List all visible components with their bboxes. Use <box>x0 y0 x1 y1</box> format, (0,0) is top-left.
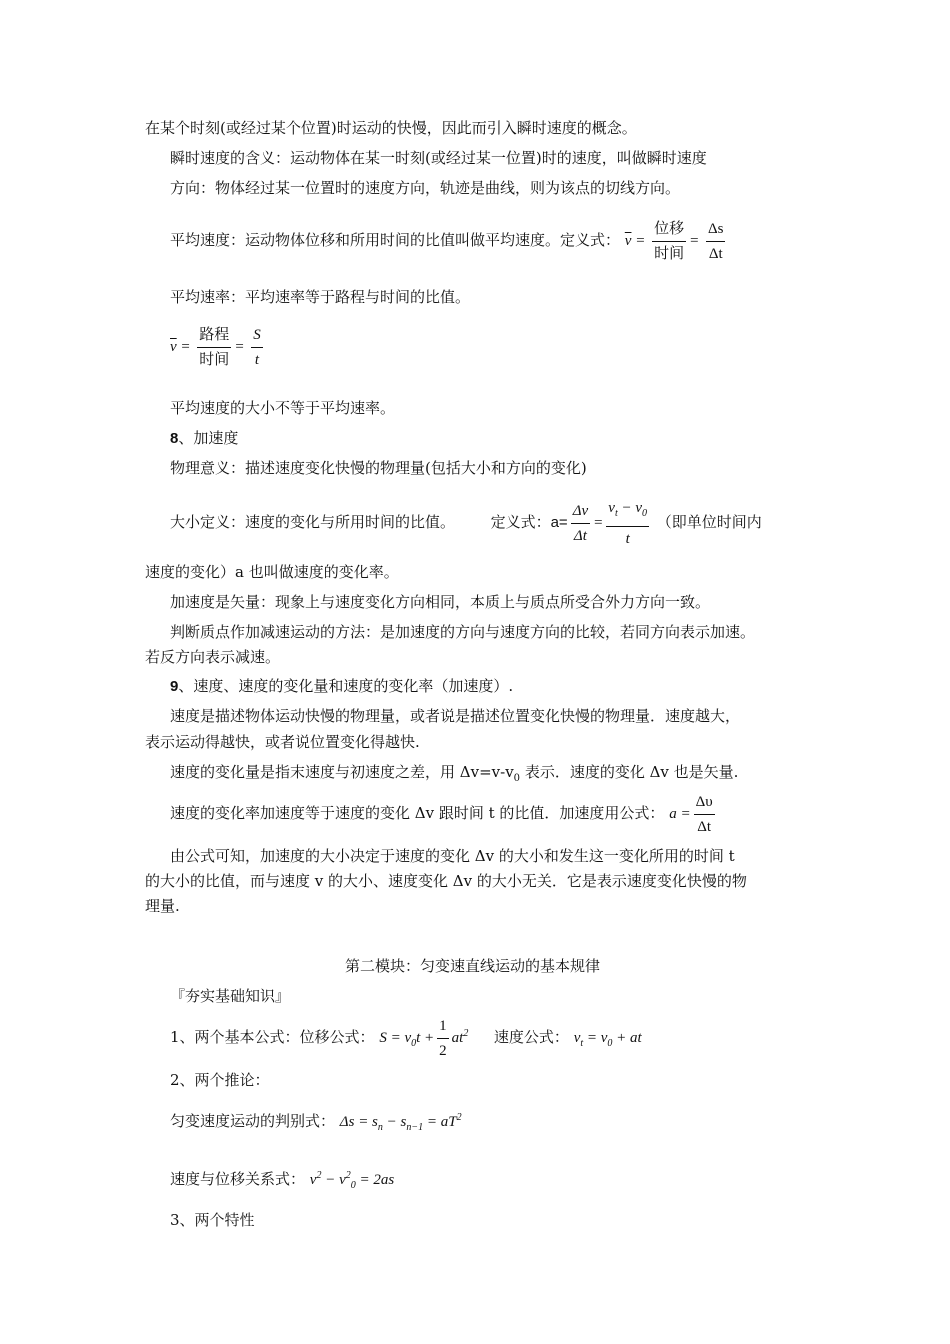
text-line <box>170 762 738 789</box>
numerator-part: − v <box>617 500 643 516</box>
fraction-numerator: 路程 <box>197 325 231 348</box>
text-line: 理量. <box>145 897 180 915</box>
section-heading-9 <box>170 676 513 697</box>
fraction-denominator: Δt <box>573 528 587 544</box>
fraction-numerator: 位移 <box>652 219 686 242</box>
text-part: 速度的变化量是指末速度与初速度之差，用 Δv=v-v <box>170 763 514 781</box>
formula-part: Δs = s <box>339 1114 378 1130</box>
subscript: n−1 <box>406 1122 424 1133</box>
discriminant-line <box>170 1108 462 1138</box>
text-line: 判断质点作加减速运动的方法：是加速度的方向与速度方向的比较，若同方向表示加速。 <box>170 623 756 641</box>
text-line: 在某个时刻(或经过某个位置)时运动的快慢，因此而引入瞬时速度的概念。 <box>145 119 637 137</box>
subscript: 0 <box>513 773 521 784</box>
superscript: 2 <box>463 1028 469 1039</box>
velocity-formula-label: 速度公式： <box>493 1028 569 1046</box>
text-line: 瞬时速度的含义：运动物体在某一时刻(或经过某一位置)时的速度，叫做瞬时速度 <box>170 149 707 167</box>
text-line: 3、两个特性 <box>170 1211 255 1229</box>
formula-lhs: $\overline{v}$ <box>170 338 177 355</box>
velocity-formula <box>573 1030 642 1049</box>
section-title: 第二模块：匀变速直线运动的基本规律 <box>345 957 601 975</box>
text-line: 物理意义：描述速度变化快慢的物理量(包括大小和方向的变化) <box>170 459 587 477</box>
formula-part: at <box>451 1030 464 1046</box>
numerator-part: v <box>608 500 615 516</box>
superscript: 2 <box>456 1112 462 1123</box>
subscript: t <box>580 1038 584 1049</box>
subscript: 0 <box>350 1180 356 1191</box>
subscript: n <box>377 1122 383 1133</box>
formula-part: t + <box>416 1030 435 1046</box>
accel-definition-tail: （即单位时间内 <box>656 512 762 531</box>
fraction-denominator: Δt <box>697 819 712 836</box>
superscript: 2 <box>345 1170 351 1181</box>
formula-part: + at <box>612 1030 642 1046</box>
heading-text: 、速度、速度的变化量和速度的变化率（加速度）. <box>178 677 514 695</box>
text-line: 方向：物体经过某一位置时的速度方向，轨迹是曲线，则为该点的切线方向。 <box>170 179 681 197</box>
basic-formulas-line <box>170 1012 642 1066</box>
formula-part: v <box>309 1172 317 1188</box>
subsection-label: 『夯实基础知识』 <box>170 987 291 1005</box>
formula-part: = aT <box>423 1114 457 1130</box>
text-line: 平均速率：平均速率等于路程与时间的比值。 <box>170 288 471 306</box>
fraction-denominator: t <box>625 531 630 547</box>
avg-velocity-text: 平均速度：运动物体位移和所用时间的比值叫做平均速度。定义式： <box>170 231 621 249</box>
text-line: 若反方向表示减速。 <box>145 648 281 666</box>
formula-part: = 2as <box>355 1172 395 1188</box>
avg-velocity-line <box>170 214 728 267</box>
fraction-denominator: t <box>254 352 260 368</box>
avg-velocity-formula: $\overline{v}$ = $\frac{\text{位移}}{\text{时间}}$ = $\frac{\Delta s}{\Delta t}$ <box>624 221 724 263</box>
text-line: 的大小的比值，而与速度 v 的大小、速度变化 Δv 的大小无关．它是表示速度变化快慢的物 <box>145 872 747 890</box>
displacement-formula <box>379 1018 469 1060</box>
heading-number: 8 <box>170 430 179 447</box>
accel-definition-formula: $\frac{\Delta v}{\Delta t}$ = $\frac{v_t - v_0}{t}$ <box>572 500 648 547</box>
superscript: 2 <box>316 1170 322 1181</box>
section-heading-8 <box>170 428 238 449</box>
subscript: 0 <box>411 1038 417 1049</box>
fraction-numerator: 1 <box>437 1016 449 1039</box>
heading-text: 、加速度 <box>178 429 239 447</box>
text-line: 速度的变化）a 也叫做速度的变化率。 <box>145 563 399 581</box>
numerator-subscript: t <box>614 508 618 519</box>
text-line: 加速度是矢量：现象上与速度变化方向相同，本质上与质点所受合外力方向一致。 <box>170 593 711 611</box>
text-line: 平均速度的大小不等于平均速率。 <box>170 399 396 417</box>
fraction-numerator: S <box>251 325 263 348</box>
fraction-denominator: 时间 <box>199 352 230 368</box>
formula-part: − v <box>321 1172 346 1188</box>
fraction-numerator: Δυ <box>694 792 715 815</box>
heading-number: 9 <box>170 678 179 695</box>
fraction-denominator: 时间 <box>654 246 685 263</box>
discriminant-text: 匀变速度运动的判别式： <box>170 1112 336 1130</box>
formula-lhs: a = <box>669 806 691 822</box>
accel-formula-text: 速度的变化率加速度等于速度的变化 Δv 跟时间 t 的比值．加速度用公式： <box>170 804 665 822</box>
formula-part: = v <box>583 1030 608 1046</box>
velocity-displacement-line <box>170 1166 394 1196</box>
avg-rate-formula: $\overline{v}$ = $\frac{\text{路程}}{\text{时间}}$ = $\frac{S}{t}$ <box>170 327 261 368</box>
accel-definition-line <box>170 498 762 549</box>
text-line: 速度是描述物体运动快慢的物理量，或者说是描述位置变化快慢的物理量．速度越大， <box>170 707 741 725</box>
fraction-denominator: Δt <box>708 246 723 263</box>
fraction-denominator: 2 <box>439 1043 447 1060</box>
fraction-numerator: Δs <box>706 219 725 242</box>
fraction-numerator: Δv <box>571 501 590 524</box>
accel-definition-text: 大小定义：速度的变化与所用时间的比值。 <box>170 512 456 531</box>
velocity-displacement-text: 速度与位移关系式： <box>170 1170 306 1188</box>
formula-part: − s <box>382 1114 407 1130</box>
text-part: 表示．速度的变化 Δv 也是矢量. <box>520 763 739 781</box>
numerator-subscript: 0 <box>642 508 648 519</box>
accel-definition-label: 定义式：a= <box>490 513 568 531</box>
text-line: 表示运动得越快，或者说位置变化得越快. <box>145 733 420 751</box>
subscript: 0 <box>607 1038 613 1049</box>
text-line: 2、两个推论： <box>170 1071 270 1089</box>
velocity-displacement-formula <box>309 1170 395 1191</box>
basic-formulas-text: 1、两个基本公式：位移公式： <box>170 1028 375 1046</box>
accel-formula-line <box>170 790 718 837</box>
formula-part: v <box>573 1030 581 1046</box>
formula-part: S = v <box>379 1030 412 1046</box>
formula-lhs: $\overline{v}$ <box>624 233 632 249</box>
discriminant-formula <box>339 1112 462 1133</box>
text-line: 由公式可知，加速度的大小决定于速度的变化 Δv 的大小和发生这一变化所用的时间 t <box>170 847 735 865</box>
